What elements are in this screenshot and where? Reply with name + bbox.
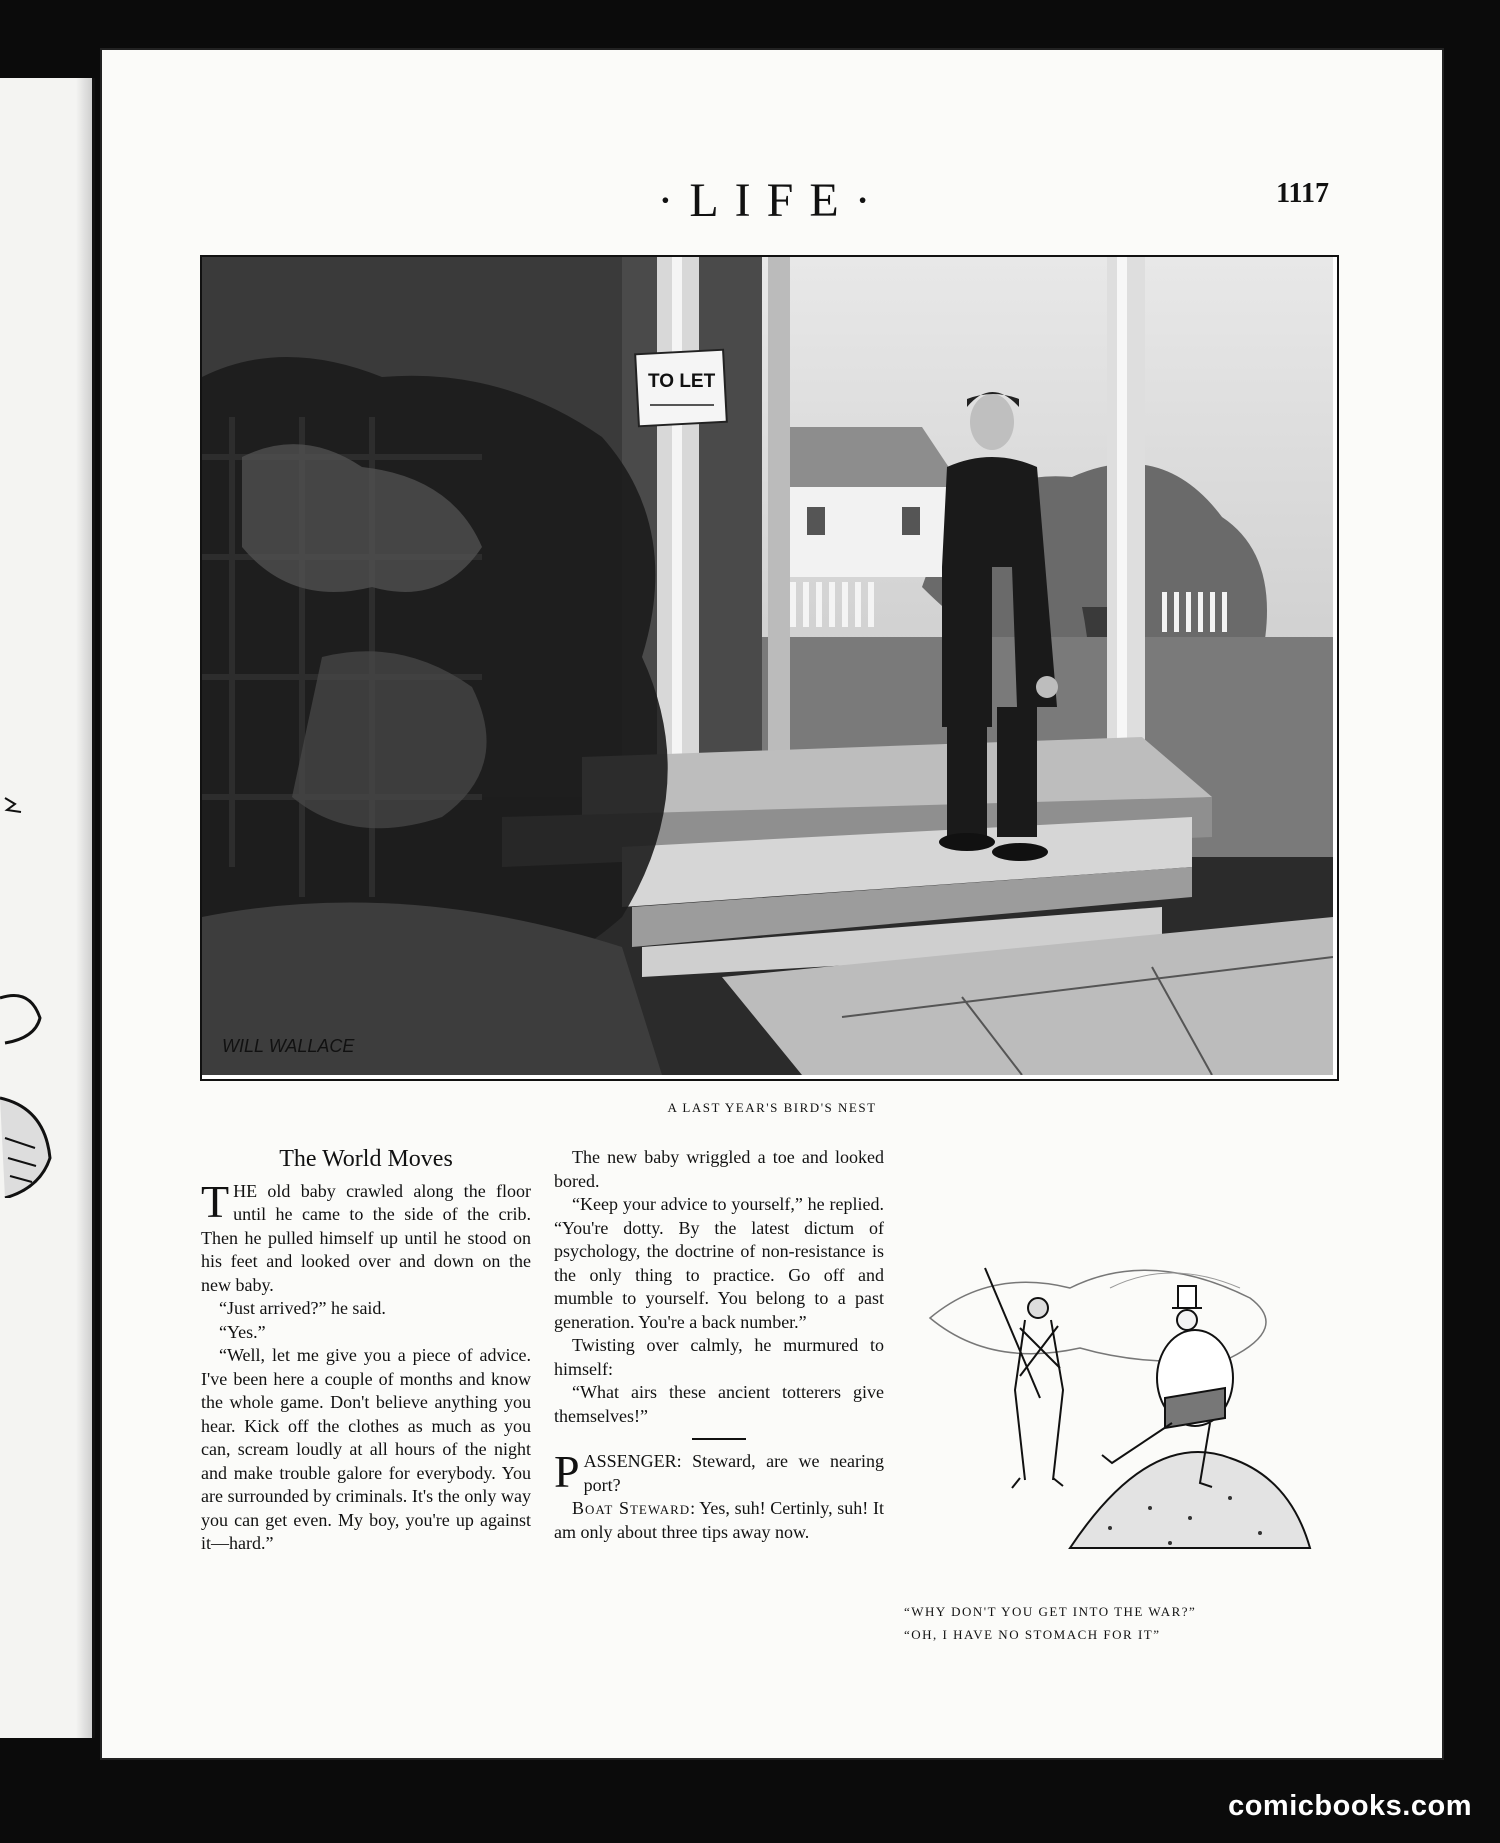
page-number: 1117 — [1276, 178, 1329, 209]
war-cartoon — [910, 1248, 1320, 1588]
article-paragraph: THE old baby crawled along the floor until he came to the side of the crib. Then he pulled himself up until he stood on his feet and looked over and down on the new baby. — [201, 1175, 531, 1295]
left-page-edge — [0, 78, 95, 1738]
speaker-name: Boat Steward — [572, 1498, 691, 1518]
joke-drop-cap: P — [554, 1446, 580, 1497]
article-paragraph: The new baby wriggled a toe and looked bored. — [554, 1147, 884, 1191]
article-paragraph: “What airs these ancient totterers give themselves!” — [554, 1382, 884, 1426]
drop-cap: T — [201, 1175, 230, 1227]
joke-paragraph: Boat Steward: Yes, suh! Certinly, suh! It am only about three tips away now. — [554, 1498, 884, 1542]
cartoon-caption-line: “WHY DON'T YOU GET INTO THE WAR?” — [904, 1604, 1197, 1619]
cartoon-caption-line: “OH, I HAVE NO STOMACH FOR IT” — [904, 1627, 1161, 1642]
article-title: The World Moves — [279, 1146, 453, 1172]
illustration-caption: A LAST YEAR'S BIRD'S NEST — [667, 1100, 877, 1115]
cartoon-caption — [904, 1600, 1344, 1646]
artist-signature: WILL WALLACE — [222, 1036, 355, 1056]
section-divider — [692, 1438, 746, 1440]
illustration-drawing — [202, 257, 1333, 1075]
article-paragraph: “Yes.” — [219, 1321, 266, 1342]
magazine-title: ·LIFE· — [657, 174, 887, 227]
article-paragraph: “Just arrived?” he said. — [219, 1298, 386, 1318]
joke-paragraph: PASSENGER: Steward, are we nearing port? — [554, 1446, 884, 1497]
porch-illustration — [200, 255, 1339, 1081]
article-paragraph: “Well, let me give you a piece of advice. I've been here a couple of months and know the whole game. Don't believe anything you hear. Kick off the clothes as much as you can, scream loudly at all hours of the night and make trouble galore for everybody. You are surrounded by criminals. It's the only way you can get even. My boy, you're up against it—hard.” — [201, 1345, 531, 1553]
article-column-1 — [201, 1148, 531, 1556]
article-paragraph: “Keep your advice to yourself,” he replied. “You're dotty. By the latest dictum of psychology, the doctrine of non-resistance is the only thing to practice. Go off and mumble to yourself. You belong to a past generation. You're a back number.” — [554, 1194, 884, 1332]
article-column-2 — [554, 1146, 884, 1544]
cartoon-drawing — [910, 1248, 1320, 1588]
watermark: comicbooks.com — [1228, 1790, 1472, 1822]
to-let-sign-text: TO LET — [648, 371, 716, 392]
partial-drawing-left — [0, 778, 90, 1198]
article-paragraph: Twisting over calmly, he murmured to himself: — [554, 1335, 884, 1379]
magazine-page — [100, 48, 1444, 1760]
